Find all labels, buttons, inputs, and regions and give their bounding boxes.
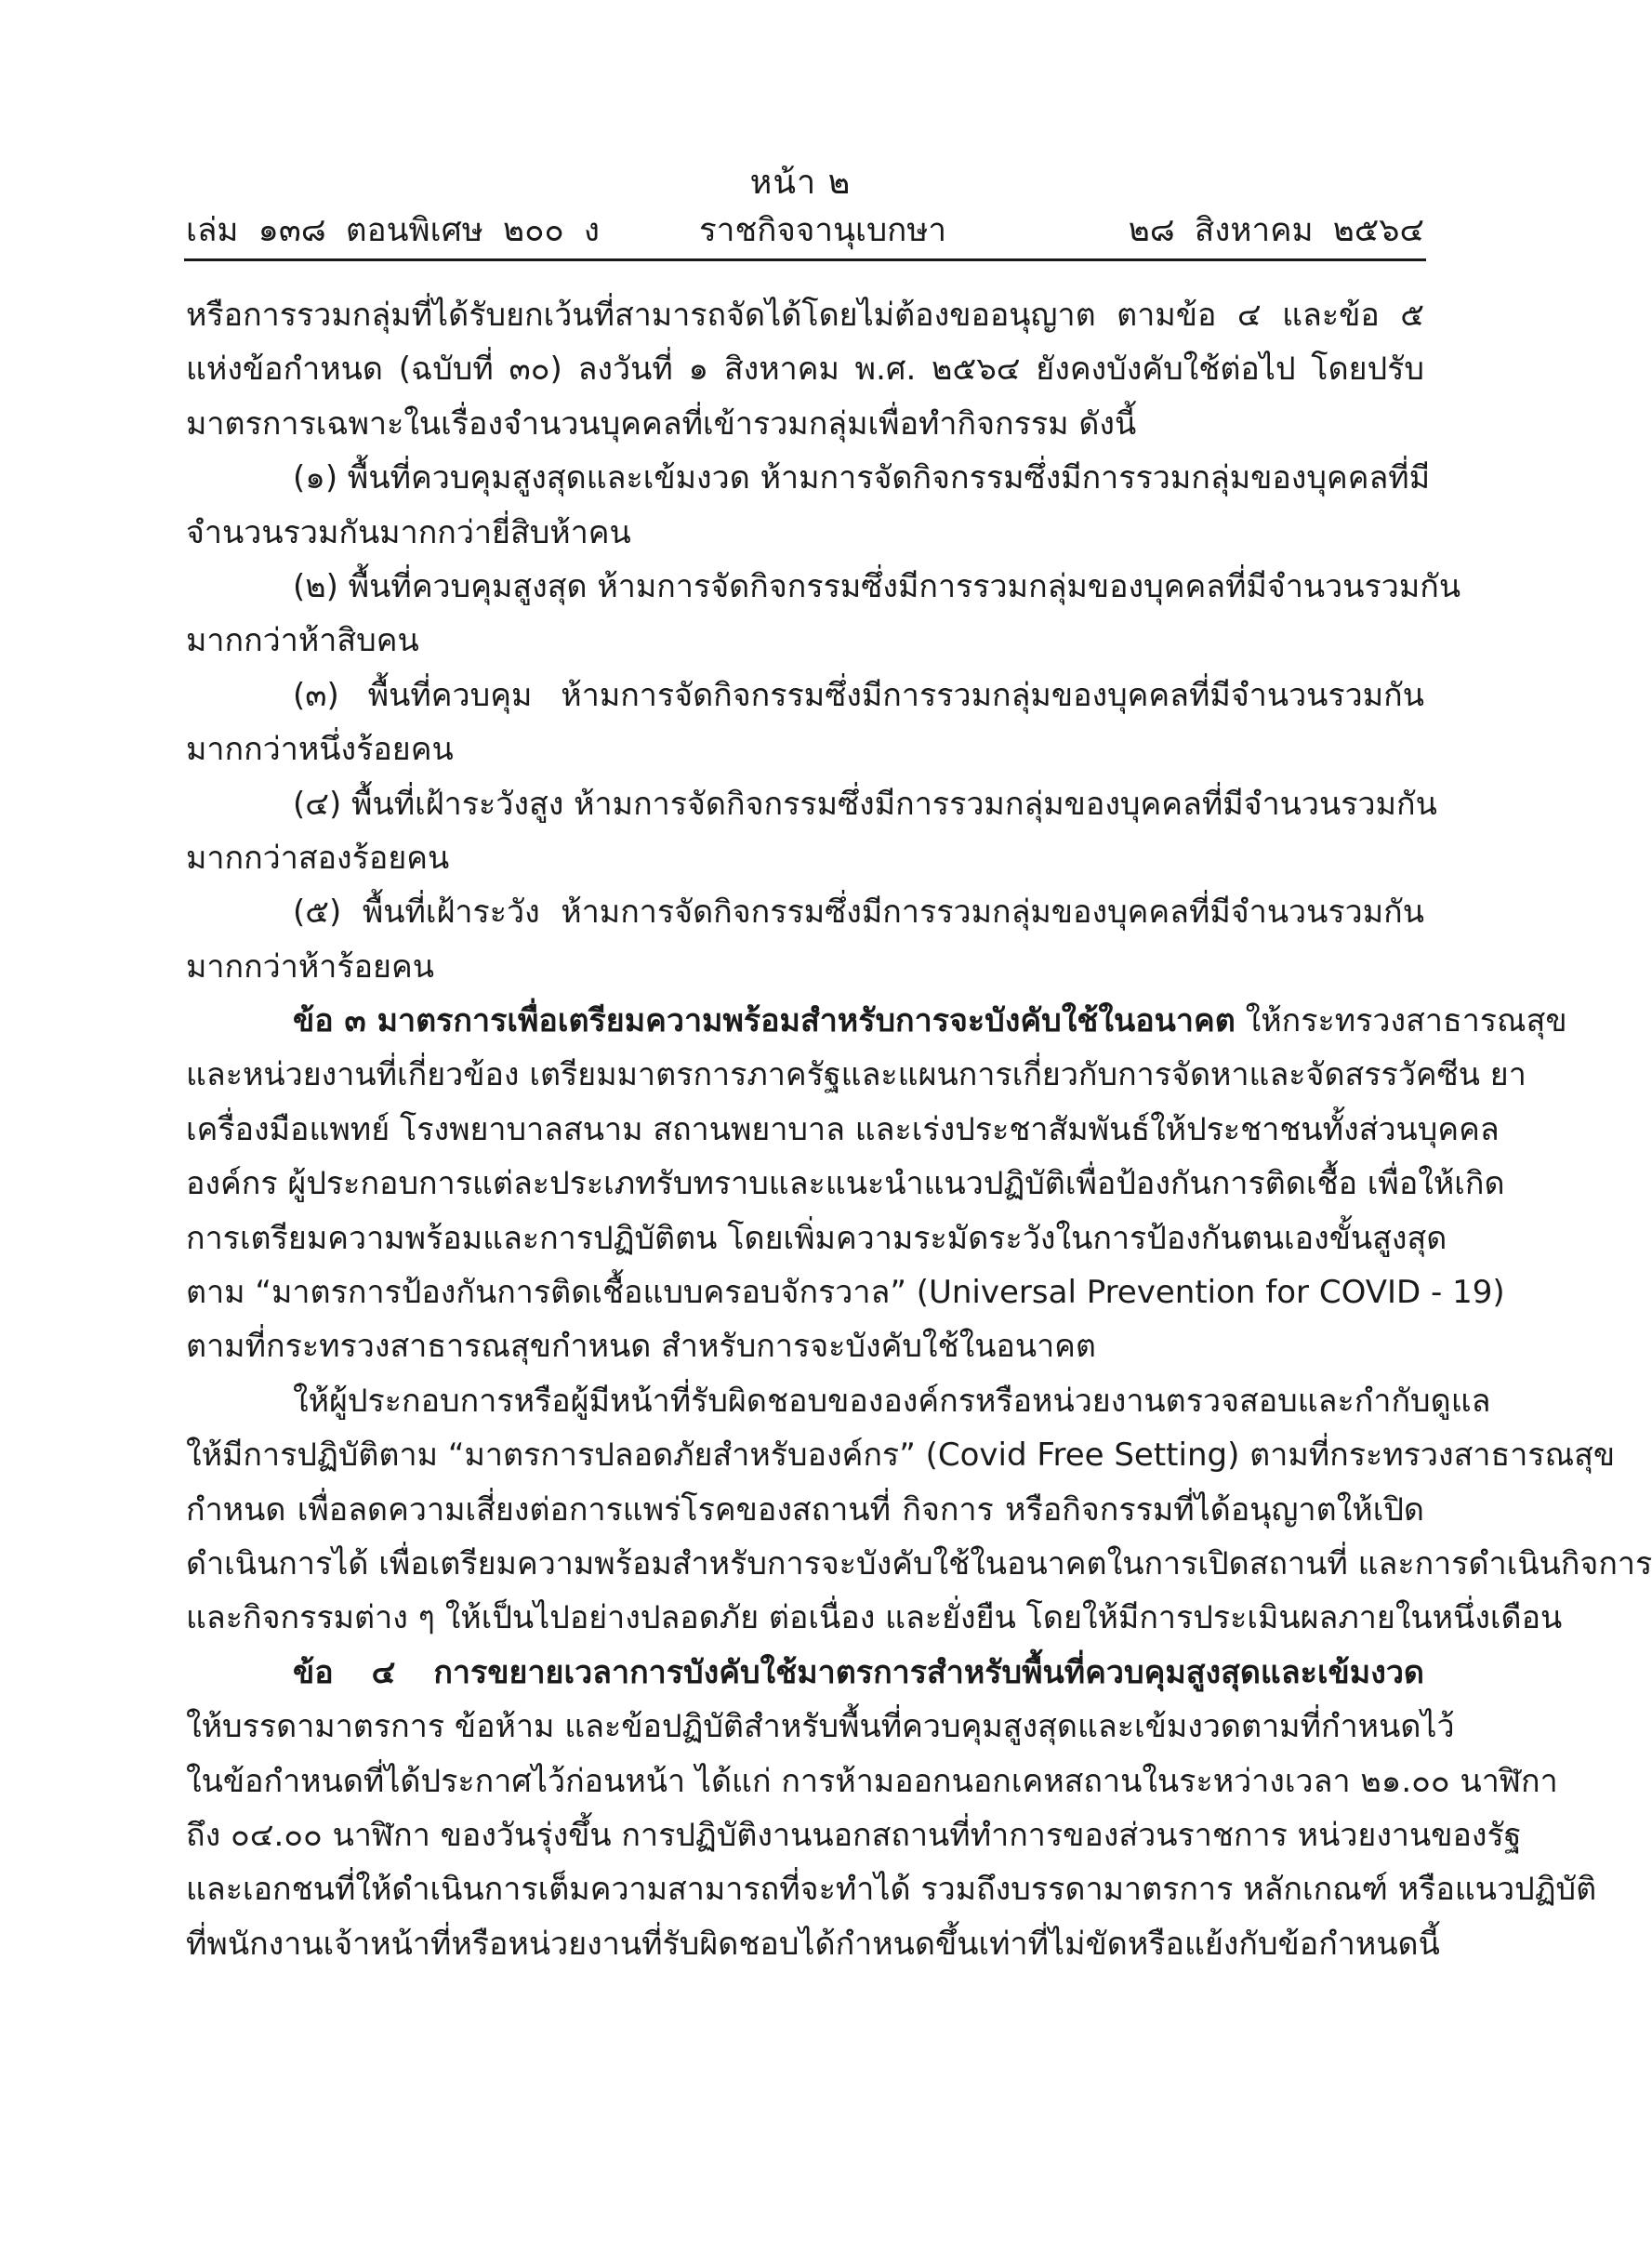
clause-3-para2-line: ดำเนินการได้ เพื่อเตรียมความพร้อมสำหรับการจะบังคับใช้ในอนาคตในการเปิดสถานที่ และการดำเนินกิจการ <box>186 1544 1652 1582</box>
list-item-2: (๒) พื้นที่ควบคุมสูงสุด ห้ามการจัดกิจกรรมซึ่งมีการรวมกลุ่มของบุคคลที่มีจำนวนรวมกัน <box>293 567 1461 605</box>
clause-3-para2-line: และกิจกรรมต่าง ๆ ให้เป็นไปอย่างปลอดภัย ต่อเนื่อง และยั่งยืน โดยให้มีการประเมินผลภายในหนึ่งเดือน <box>186 1599 1563 1637</box>
publication-date: ๒๘ สิงหาคม ๒๕๖๔ <box>1128 212 1424 249</box>
clause-4-line: และเอกชนที่ให้ดำเนินการเต็มความสามารถที่จะทำได้ รวมถึงบรรดามาตรการ หลักเกณฑ์ หรือแนวปฏิบัติ <box>186 1871 1597 1909</box>
clause-3-para2-line: ให้ผู้ประกอบการหรือผู้มีหน้าที่รับผิดชอบขององค์กรหรือหน่วยงานตรวจสอบและกำกับดูแล <box>293 1382 1491 1420</box>
header-rule <box>184 258 1426 261</box>
list-item-5: (๕) พื้นที่เฝ้าระวัง ห้ามการจัดกิจกรรมซึ่งมีการรวมกลุ่มของบุคคลที่มีจำนวนรวมกัน <box>293 894 1424 932</box>
clause-4-line: ที่พนักงานเจ้าหน้าที่หรือหน่วยงานที่รับผิดชอบได้กำหนดขึ้นเท่าที่ไม่ขัดหรือแย้งกับข้อกำหนดนี้ <box>186 1925 1440 1963</box>
gazette-title: ราชกิจจานุเบกษา <box>699 212 947 249</box>
clause-3-line: เครื่องมือแพทย์ โรงพยาบาลสนาม สถานพยาบาล และเร่งประชาสัมพันธ์ให้ประชาชนทั้งส่วนบุคคล <box>186 1110 1500 1148</box>
clause-3-para2-line: ให้มีการปฏิบัติตาม “มาตรการปลอดภัยสำหรับองค์กร” (Covid Free Setting) ตามที่กระทรวงสาธารณสุข <box>186 1437 1616 1475</box>
clause-3-line: องค์กร ผู้ประกอบการแต่ละประเภทรับทราบและแนะนำแนวปฏิบัติเพื่อป้องกันการติดเชื้อ เพื่อให้เกิด <box>186 1165 1505 1203</box>
body-line: หรือการรวมกลุ่มที่ได้รับยกเว้นที่สามารถจัดได้โดยไม่ต้องขออนุญาต ตามข้อ ๔ และข้อ ๕ <box>186 297 1424 334</box>
clause-3-para2-line: กำหนด เพื่อลดความเสี่ยงต่อการแพร่โรคของสถานที่ กิจการ หรือกิจกรรมที่ได้อนุญาตให้เปิด <box>186 1490 1424 1529</box>
body-line: มาตรการเฉพาะในเรื่องจำนวนบุคคลที่เข้ารวมกลุ่มเพื่อทำกิจกรรม ดังนี้ <box>186 404 1137 443</box>
list-item-4: (๔) พื้นที่เฝ้าระวังสูง ห้ามการจัดกิจกรรมซึ่งมีการรวมกลุ่มของบุคคลที่มีจำนวนรวมกัน <box>293 785 1437 823</box>
body-line: แห่งข้อกำหนด (ฉบับที่ ๓๐) ลงวันที่ ๑ สิงหาคม พ.ศ. ๒๕๖๔ ยังคงบังคับใช้ต่อไป โดยปรับ <box>186 351 1424 389</box>
volume-issue: เล่ม ๑๓๘ ตอนพิเศษ ๒๐๐ ง <box>186 212 601 249</box>
body-line: มากกว่าหนึ่งร้อยคน <box>186 731 454 769</box>
body-line: มากกว่าห้าสิบคน <box>186 622 419 660</box>
clause-3-first-line <box>186 994 1567 1048</box>
body-line: จำนวนรวมกันมากกว่ายี่สิบห้าคน <box>186 513 631 551</box>
body-line: มากกว่าห้าร้อยคน <box>186 947 434 986</box>
clause-3-first-line-text: ให้กระทรวงสาธารณสุข <box>1235 1002 1567 1040</box>
body-line: มากกว่าสองร้อยคน <box>186 839 450 877</box>
list-item-1: (๑) พื้นที่ควบคุมสูงสุดและเข้มงวด ห้ามการจัดกิจกรรมซึ่งมีการรวมกลุ่มของบุคคลที่มี <box>293 459 1431 497</box>
clause-3-line: ตาม “มาตรการป้องกันการติดเชื้อแบบครอบจักรวาล” (Universal Prevention for COVID - 19) <box>186 1274 1505 1312</box>
gazette-header <box>186 206 1424 255</box>
list-item-3: (๓) พื้นที่ควบคุม ห้ามการจัดกิจกรรมซึ่งมีการรวมกลุ่มของบุคคลที่มีจำนวนรวมกัน <box>293 676 1424 714</box>
page-number: หน้า ๒ <box>749 164 852 202</box>
clause-3-line: การเตรียมความพร้อมและการปฏิบัติตน โดยเพิ่มความระมัดระวังในการป้องกันตนเองขั้นสูงสุด <box>186 1219 1447 1257</box>
clause-3-heading: ข้อ ๓ มาตรการเพื่อเตรียมความพร้อมสำหรับการจะบังคับใช้ในอนาคต <box>293 1002 1236 1040</box>
clause-4-line: ถึง ๐๔.๐๐ นาฬิกา ของวันรุ่งขึ้น การปฏิบัติงานนอกสถานที่ทำการของส่วนราชการ หน่วยงานของรัฐ <box>186 1816 1522 1854</box>
clause-4-heading: ข้อ ๔ การขยายเวลาการบังคับใช้มาตรการสำหรับพื้นที่ควบคุมสูงสุดและเข้มงวด <box>293 1653 1424 1691</box>
clause-4-line: ให้บรรดามาตรการ ข้อห้าม และข้อปฏิบัติสำหรับพื้นที่ควบคุมสูงสุดและเข้มงวดตามที่กำหนดไว้ <box>186 1708 1455 1746</box>
clause-4-line: ในข้อกำหนดที่ได้ประกาศไว้ก่อนหน้า ได้แก่ การห้ามออกนอกเคหสถานในระหว่างเวลา ๒๑.๐๐ นาฬิกา <box>186 1762 1558 1800</box>
document-body <box>186 288 1652 1971</box>
clause-3-line: ตามที่กระทรวงสาธารณสุขกำหนด สำหรับการจะบังคับใช้ในอนาคต <box>186 1328 1097 1366</box>
clause-3-line: และหน่วยงานที่เกี่ยวข้อง เตรียมมาตรการภาครัฐและแผนการเกี่ยวกับการจัดหาและจัดสรรวัคซีน ยา <box>186 1056 1526 1094</box>
